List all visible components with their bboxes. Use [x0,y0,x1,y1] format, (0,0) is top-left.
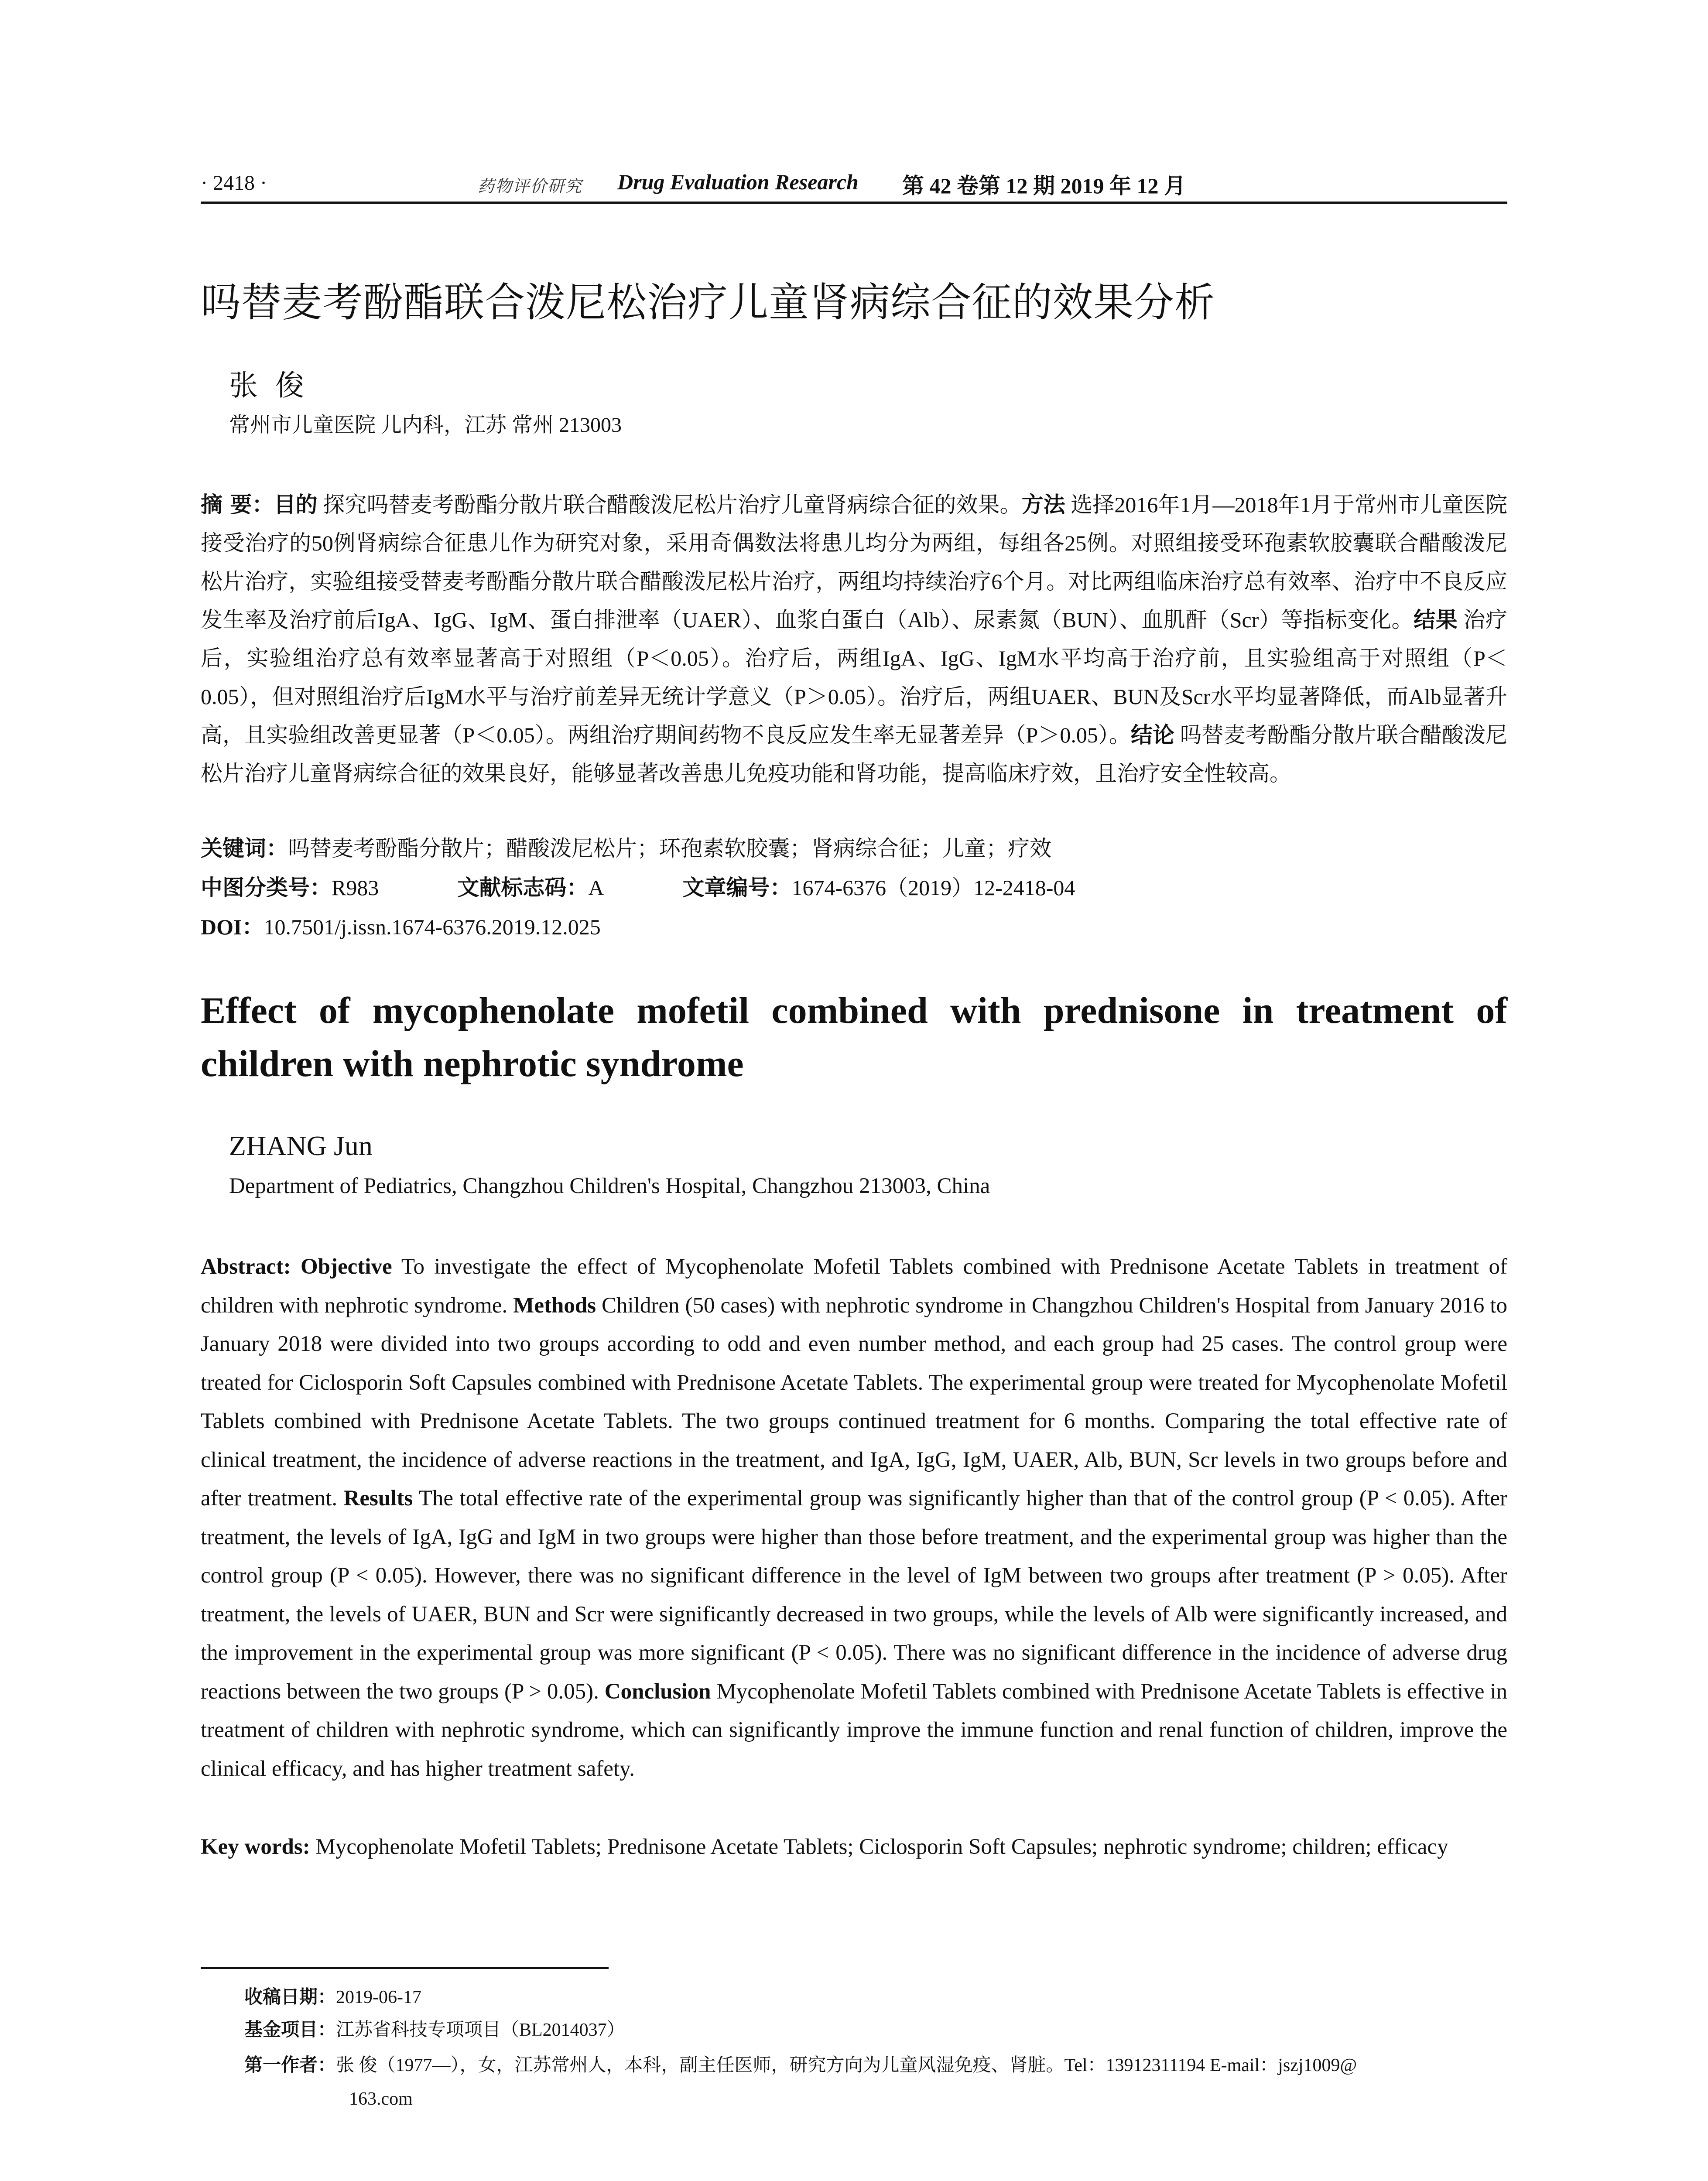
conclusion-text: 吗替麦考酚酯分散片联合醋酸泼尼松片治疗儿童肾病综合征的效果良好，能够显著改善患儿免疫功能和肾功能，提高临床疗效，且治疗安全性较高。 [201,723,1508,786]
en-conclusion-text: Mycophenolate Mofetil Tablets combined with Prednisone Acetate Tablets is effective in treatment of children with nephrotic syndrome, which can significantly improve the immune function and renal function of children, improve the clinical efficacy, and has higher treatment safety. [201,1679,1507,1781]
keywords-label: 关键词： [201,836,288,861]
received-date: 2019-06-17 [336,1987,421,2007]
en-conclusion-label: Conclusion [604,1679,711,1704]
en-objective-text: To investigate the effect of Mycophenolate Mofetil Tablets combined with Prednisone Acetate Tablets in treatment of children with nephrotic syndrome. [201,1255,1507,1318]
footnote-first-author [244,2048,1507,2116]
fund-text: 江苏省科技专项项目（BL2014037） [336,2020,625,2040]
en-results-text: The total effective rate of the experimental group was significantly higher than that of the control group (P < 0.05). After treatment, the levels of IgA, IgG and IgM in two groups were higher than those before treatment, and the experimental group was higher than the control group (P < 0.05). However, there was no significant difference in the level of IgM between two groups after treatment (P > 0.05). After treatment, the levels of UAER, BUN and Scr were significantly decreased in two groups, while the levels of Alb were significantly increased, and the improvement in the experimental group was more significant (P < 0.05). There was no significant difference in the incidence of adverse drug reactions between the two groups (P > 0.05). [201,1486,1507,1704]
first-author-email-cont: 163.com [349,2089,413,2109]
first-author-text: 张 俊（1977—），女，江苏常州人，本科，副主任医师，研究方向为儿童风湿免疫、肾脏。Tel：13912311194 E-mail：jszj1009@ [336,2055,1357,2075]
first-author-label: 第一作者： [244,2054,336,2075]
objective-label: 目的 [274,492,318,517]
english-keywords [201,1828,1507,1866]
footnote-fund [244,2015,625,2041]
chinese-keywords [201,831,1051,862]
footnote-divider [201,1967,609,1969]
fund-label: 基金项目： [244,2019,336,2040]
methods-label: 方法 [1021,492,1065,517]
footnote-received [244,1983,421,2009]
page-number: · 2418 · [201,171,267,195]
objective-text: 探究吗替麦考酚酯分散片联合醋酸泼尼松片治疗儿童肾病综合征的效果。 [317,492,1022,517]
en-abstract-label: Abstract: [201,1255,291,1279]
article-no-label: 文章编号： [682,875,792,900]
results-text: 治疗后，实验组治疗总有效率显著高于对照组（P＜0.05）。治疗后，两组IgA、IgG、IgM水平均高于治疗前，且实验组高于对照组（P＜0.05），但对照组治疗后IgM水平与治疗前差异无统计学意义（P＞0.05）。治疗后，两组UAER、BUN及Scr水平均显著降低，而Alb显著升高，且实验组改善更显著（P＜0.05）。两组治疗期间药物不良反应发生率无显著差异（P＞0.05）。 [201,608,1508,747]
received-label: 收稿日期： [244,1986,336,2007]
chinese-affiliation: 常州市儿童医院 儿内科，江苏 常州 213003 [229,414,622,437]
abstract-label: 摘 要： [201,492,274,517]
en-results-label: Results [343,1486,413,1511]
en-keywords-label: Key words: [201,1835,310,1859]
class-label: 中图分类号： [201,875,332,900]
doi-line [201,909,601,941]
journal-name: Drug Evaluation Research [617,170,859,194]
en-methods-text: Children (50 cases) with nephrotic syndrome in Changzhou Children's Hospital from January 2016 to January 2018 were divided into two groups according to odd and even number method, and each group had 25 cases. The control group were treated for Ciclosporin Soft Capsules combined with Prednisone Acetate Tablets. The experimental group were treated for Mycophenolate Mofetil Tablets combined with Prednisone Acetate Tablets. The two groups continued treatment for 6 months. Comparing the total effective rate of clinical treatment, the incidence of adverse reactions in the treatment, and IgA, IgG, IgM, UAER, Alb, BUN, Scr levels in two groups before and after treatment. [201,1293,1507,1511]
doc-code-label: 文献标志码： [457,875,589,900]
chinese-abstract [201,485,1507,793]
keywords-text: 吗替麦考酚酯分散片；醋酸泼尼松片；环孢素软胶囊；肾病综合征；儿童；疗效 [288,836,1051,861]
doi-value: 10.7501/j.issn.1674-6376.2019.12.025 [264,915,601,939]
article-no-value: 1674-6376（2019）12-2418-04 [791,875,1075,900]
chinese-author: 张俊 [229,370,322,402]
doi-label: DOI： [201,915,264,939]
chinese-title: 吗替麦考酚酯联合泼尼松治疗儿童肾病综合征的效果分析 [201,279,1215,326]
results-label: 结果 [1414,607,1458,632]
journal-issue: 第 42 卷第 12 期 2019 年 12 月 [902,174,1186,198]
english-affiliation: Department of Pediatrics, Changzhou Children's Hospital, Changzhou 213003, China [229,1174,990,1198]
english-title: Effect of mycophenolate mofetil combined with prednisone in treatment of children with nephrotic syndrome [201,989,1507,1084]
en-keywords-text: Mycophenolate Mofetil Tablets; Prednisone Acetate Tablets; Ciclosporin Soft Capsules; nephrotic syndrome; children; efficacy [310,1835,1448,1859]
en-methods-label: Methods [513,1293,596,1318]
conclusion-label: 结论 [1130,722,1174,748]
journal-logo: 药物评价研究 [478,177,583,196]
english-abstract [201,1248,1507,1788]
classification-line [201,870,1075,902]
english-author: ZHANG Jun [229,1130,373,1161]
methods-text: 选择2016年1月—2018年1月于常州市儿童医院接受治疗的50例肾病综合征患儿作为研究对象，采用奇偶数法将患儿均分为两组，每组各25例。对照组接受环孢素软胶囊联合醋酸泼尼松片治疗，实验组接受替麦考酚酯分散片联合醋酸泼尼松片治疗，两组均持续治疗6个月。对比两组临床治疗总有效率、治疗中不良反应发生率及治疗前后IgA、IgG、IgM、蛋白排泄率（UAER）、血浆白蛋白（Alb）、尿素氮（BUN）、血肌酐（Scr）等指标变化。 [201,492,1508,632]
en-objective-label: Objective [301,1255,392,1279]
header-divider [201,202,1507,204]
class-value: R983 [332,875,379,900]
doc-code-value: A [588,875,604,900]
